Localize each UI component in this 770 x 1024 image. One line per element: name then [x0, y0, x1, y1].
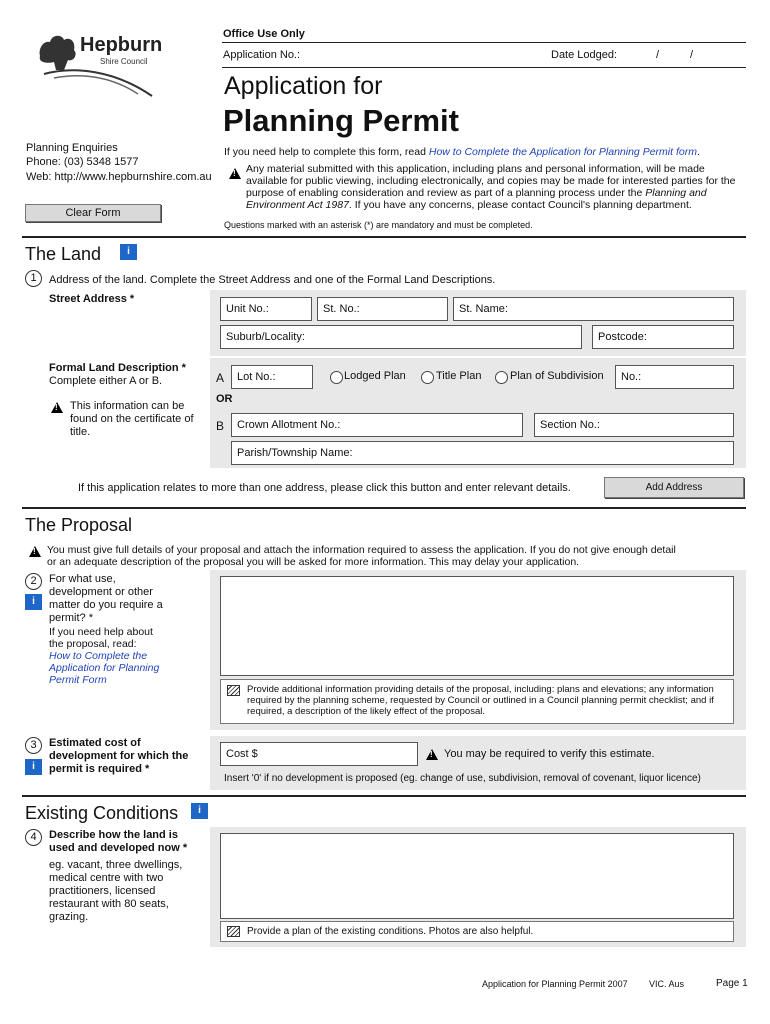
- additional-info-text: Provide additional information providing details of the proposal, including: plans and elevations; any information required by the planning scheme, requested by Council or outlined in a Council planning permit checklist; and if required, a description of the likely effect of the proposal.: [247, 684, 714, 717]
- formal-land-label: Formal Land Description *: [49, 362, 186, 374]
- help-text: If you need help to complete this form, read: [224, 146, 426, 158]
- date-sep-1: /: [656, 49, 660, 61]
- plan-note-box: [220, 921, 734, 942]
- existing-textarea[interactable]: [220, 833, 734, 919]
- proposal-warning: You must give full details of your proposal and attach the information required to assess the application. If you do not give enough detail or an adequate description of the proposal you will be asked for more information. This may delay your application.: [47, 544, 676, 568]
- footer-jurisdiction: VIC. Aus: [649, 979, 685, 989]
- crown-allotment-field[interactable]: Crown Allotment No.:: [231, 413, 523, 437]
- q2-text: For what use, development or other matter do you require a permit? *: [49, 573, 163, 624]
- clear-form-button[interactable]: Clear Form: [25, 204, 161, 222]
- formal-land-sub: Complete either A or B.: [49, 375, 163, 387]
- warning-icon: [29, 546, 41, 557]
- option-b: B: [216, 419, 225, 433]
- cost-note: Insert '0' if no development is proposed (eg. change of use, subdivision, removal of covenant, liquor licence): [224, 773, 701, 784]
- more-address-text: If this application relates to more than one address, please click this button and enter relevant details.: [78, 482, 571, 494]
- plan-note-text: Provide a plan of the existing conditions. Photos are also helpful.: [247, 926, 534, 937]
- lot-no-field[interactable]: Lot No.:: [231, 365, 313, 389]
- plan-of-subdivision-radio[interactable]: [495, 371, 508, 384]
- question-number: 4: [25, 829, 42, 846]
- proposal-help-text: If you need help about the proposal, read:: [49, 626, 153, 650]
- warning-icon: [51, 402, 63, 413]
- plan-no-field[interactable]: No.:: [615, 365, 734, 389]
- existing-example: eg. vacant, three dwellings, medical centre with two practitioners, licensed restaurant with 80 seats, grazing.: [49, 859, 183, 923]
- section-heading-land: The Land: [25, 244, 102, 264]
- title-plan-radio[interactable]: [421, 371, 434, 384]
- q1-text: Address of the land. Complete the Street Address and one of the Formal Land Descriptions.: [49, 274, 496, 286]
- warning-icon: [229, 168, 241, 179]
- q4-text: Describe how the land is used and developed now *: [49, 829, 188, 854]
- postcode-field[interactable]: Postcode:: [592, 325, 734, 349]
- title-plan-label: Title Plan: [436, 370, 482, 382]
- footer-doc-title: Application for Planning Permit 2007: [482, 979, 628, 989]
- logo-name: Hepburn: [80, 34, 163, 56]
- phone: Phone: (03) 5348 1577: [26, 156, 139, 168]
- suburb-field[interactable]: Suburb/Locality:: [220, 325, 582, 349]
- plan-of-subdivision-label: Plan of Subdivision: [510, 370, 604, 382]
- help-link[interactable]: How to Complete the Application for Planning Permit form: [428, 146, 697, 158]
- info-note: This information can be found on the certificate of title.: [70, 400, 194, 438]
- lodged-plan-label: Lodged Plan: [344, 370, 406, 382]
- option-a: A: [216, 371, 225, 385]
- section-no-field[interactable]: Section No.:: [534, 413, 734, 437]
- info-icon[interactable]: i: [191, 803, 208, 819]
- page-title: Planning Permit: [223, 103, 459, 138]
- council-logo: [34, 26, 163, 98]
- st-no-field[interactable]: St. No.:: [317, 297, 448, 321]
- pencil-icon: [227, 685, 240, 696]
- lodged-plan-radio[interactable]: [330, 371, 343, 384]
- proposal-textarea[interactable]: [220, 576, 734, 676]
- question-number: 2: [25, 573, 42, 590]
- planning-enquiries: Planning Enquiries: [26, 142, 118, 154]
- cost-field[interactable]: Cost $: [220, 742, 418, 766]
- logo-sub: Shire Council: [100, 57, 148, 66]
- footer-page: Page 1: [716, 978, 748, 989]
- warning-text: Any material submitted with this application, including plans and personal information, will be made available for public viewing, including electronically, and copies may be made for interested parties for the purpose of enabling consideration and review as part of a planning process under the Planning and Environment Act 1987. If you have any concerns, please contact Council's planning department.: [246, 163, 736, 211]
- date-lodged-label: Date Lodged:: [551, 49, 618, 61]
- application-no-label: Application No.:: [223, 49, 301, 61]
- q3-text: Estimated cost of development for which the permit is required *: [49, 737, 189, 775]
- st-name-field[interactable]: St. Name:: [453, 297, 734, 321]
- additional-info-box: [220, 679, 734, 724]
- or-label: OR: [216, 393, 233, 405]
- pencil-icon: [227, 926, 240, 937]
- street-address-label: Street Address *: [49, 293, 135, 305]
- info-icon[interactable]: i: [120, 244, 137, 260]
- mandatory-note: Questions marked with an asterisk (*) are mandatory and must be completed.: [224, 220, 533, 230]
- parish-field[interactable]: Parish/Township Name:: [231, 441, 734, 465]
- web: Web: http://www.hepburnshire.com.au: [26, 171, 212, 183]
- question-number: 3: [25, 737, 42, 754]
- section-heading-proposal: The Proposal: [25, 515, 133, 535]
- question-number: 1: [25, 270, 42, 287]
- unit-no-field[interactable]: Unit No.:: [220, 297, 312, 321]
- office-use-only: Office Use Only: [223, 28, 305, 40]
- title-line-1: Application for: [224, 72, 383, 100]
- cost-warning: You may be required to verify this estimate.: [444, 748, 655, 760]
- section-heading-existing: Existing Conditions: [25, 803, 179, 823]
- add-address-button[interactable]: Add Address: [604, 477, 744, 498]
- info-icon[interactable]: i: [25, 594, 42, 610]
- info-icon[interactable]: i: [25, 759, 42, 775]
- date-sep-2: /: [690, 49, 694, 61]
- proposal-help-link[interactable]: How to Complete the Application for Planning Permit Form: [49, 650, 160, 686]
- warning-icon: [426, 749, 438, 760]
